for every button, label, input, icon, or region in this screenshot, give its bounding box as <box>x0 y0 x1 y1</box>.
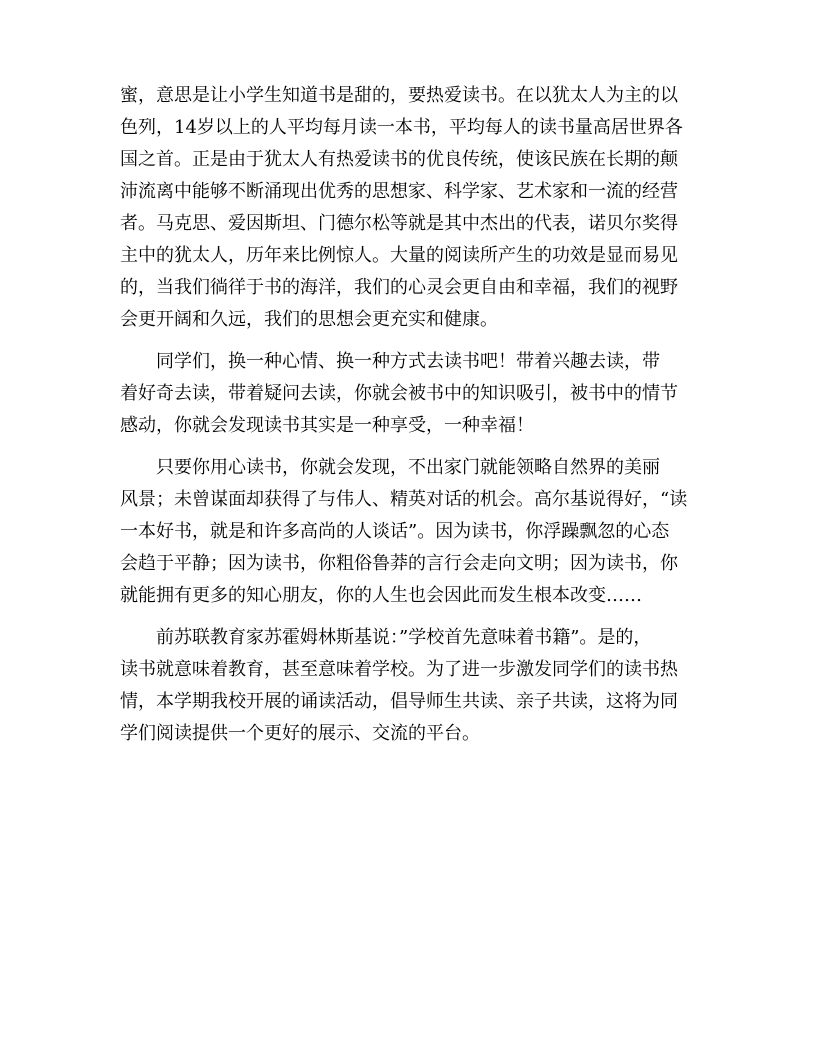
text-line: 主中的犹太人，历年来比例惊人。大量的阅读所产生的功效是显而易见 <box>120 245 678 266</box>
paragraph-3 <box>120 452 700 612</box>
text-line: 学们阅读提供一个更好的展示、交流的平台。 <box>120 723 480 744</box>
body-text <box>120 80 700 750</box>
text-line: 只要你用心读书，你就会发现，不出家门就能领略自然界的美丽 <box>156 457 660 478</box>
text-line: 读书就意味着教育，甚至意味着学校。为了进一步激发同学们的读书热 <box>120 659 678 680</box>
text-line: 情，本学期我校开展的诵读活动，倡导师生共读、亲子共读，这将为同 <box>120 691 678 712</box>
text-line: 者。马克思、爱因斯坦、门德尔松等就是其中杰出的代表，诺贝尔奖得 <box>120 213 678 234</box>
text-line: 就能拥有更多的知心朋友，你的人生也会因此而发生根本改变…… <box>120 585 642 606</box>
text-line: 沛流离中能够不断涌现出优秀的思想家、科学家、艺术家和一流的经营 <box>120 181 678 202</box>
paragraph-1 <box>120 80 700 336</box>
text-line: 会趋于平静；因为读书，你粗俗鲁莽的言行会走向文明；因为读书，你 <box>120 553 678 574</box>
paragraph-4 <box>120 622 700 750</box>
paragraph-2 <box>120 346 700 442</box>
text-line: 前苏联教育家苏霍姆林斯基说：”学校首先意味着书籍”。是的， <box>156 627 652 648</box>
text-line: 着好奇去读，带着疑问去读，你就会被书中的知识吸引，被书中的情节 <box>120 383 678 404</box>
text-line: 一本好书，就是和许多高尚的人谈话”。因为读书，你浮躁飘忽的心态 <box>120 521 670 542</box>
text-line: 色列，14岁以上的人平均每月读一本书，平均每人的读书量高居世界各 <box>120 117 683 138</box>
text-line: 感动，你就会发现读书其实是一种享受，一种幸福！ <box>120 415 534 436</box>
text-line: 会更开阔和久远，我们的思想会更充实和健康。 <box>120 309 498 330</box>
text-line: 国之首。正是由于犹太人有热爱读书的优良传统，使该民族在长期的颠 <box>120 149 678 170</box>
text-line: 风景；未曾谋面却获得了与伟人、精英对话的机会。高尔基说得好，“读 <box>120 489 688 510</box>
text-line: 蜜，意思是让小学生知道书是甜的，要热爱读书。在以犹太人为主的以 <box>120 85 678 106</box>
text-line: 的，当我们徜徉于书的海洋，我们的心灵会更自由和幸福，我们的视野 <box>120 277 678 298</box>
text-line: 同学们，换一种心情、换一种方式去读书吧！带着兴趣去读，带 <box>156 351 660 372</box>
